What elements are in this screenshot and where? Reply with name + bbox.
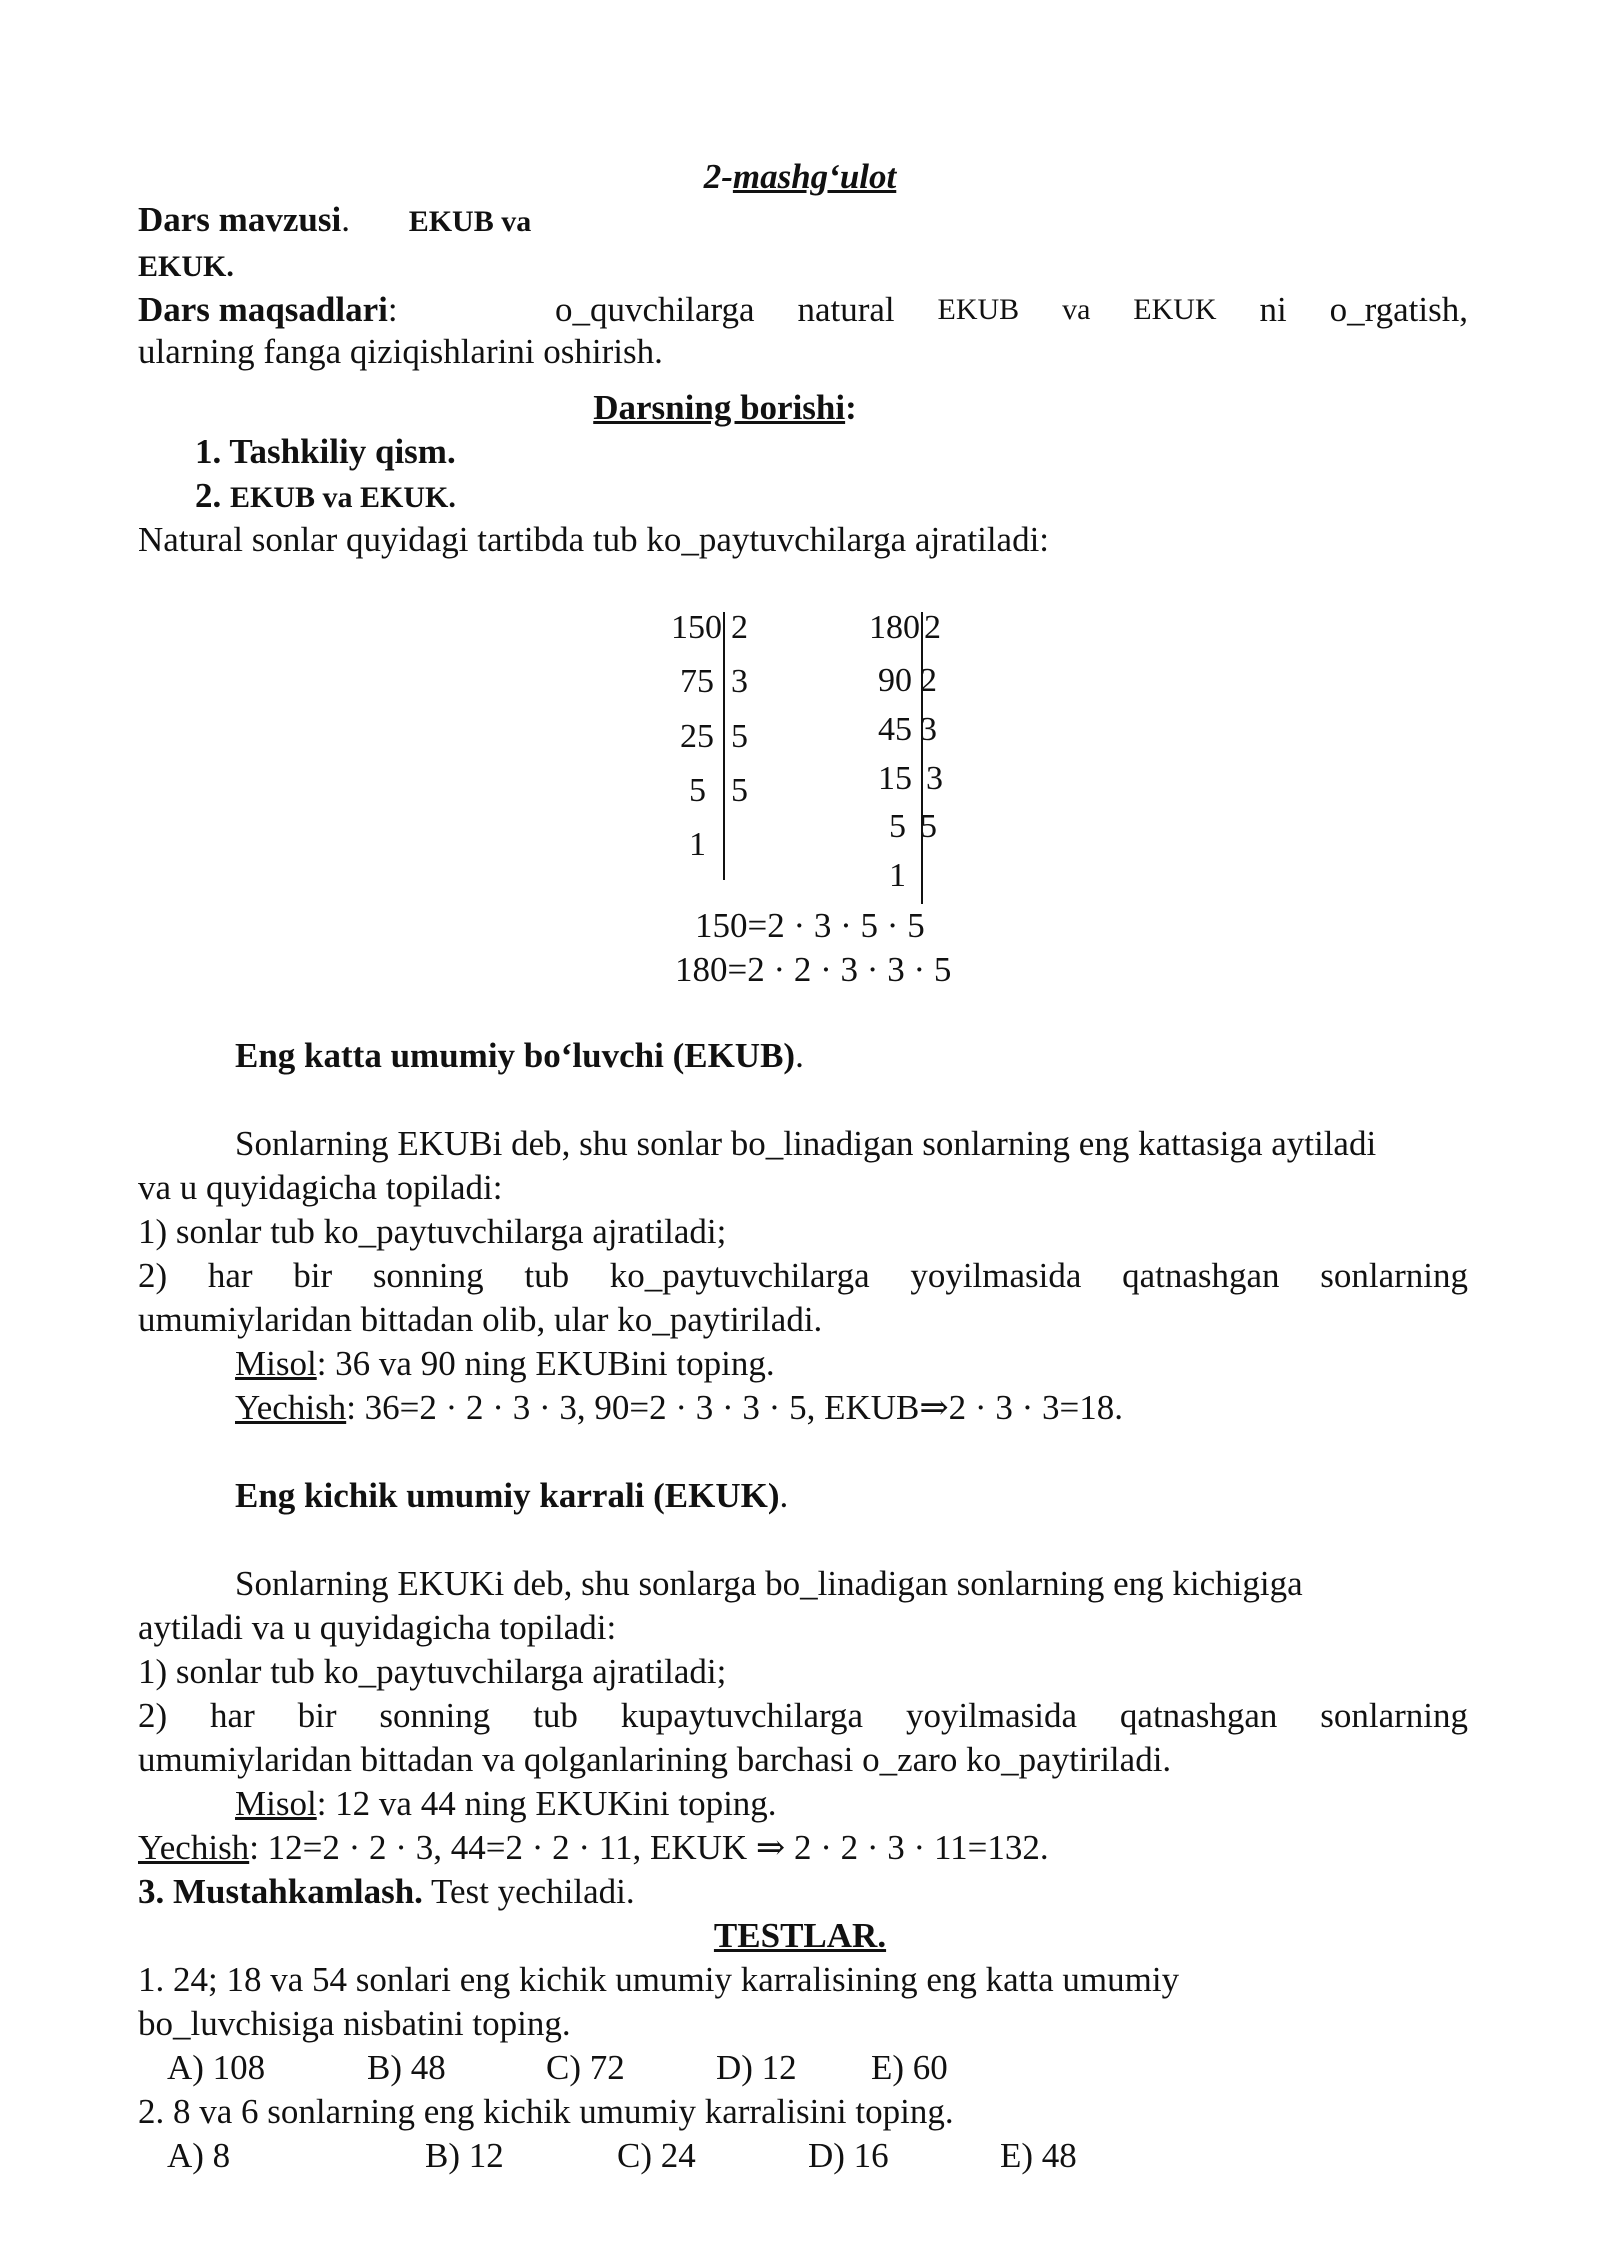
answer-option[interactable]: B) 12 (425, 2136, 504, 2175)
answer-option[interactable]: D) 12 (716, 2048, 797, 2087)
factor-number: 5 (889, 808, 906, 845)
answer-option[interactable]: C) 72 (546, 2048, 625, 2087)
goals-word: va (1062, 293, 1091, 326)
factor-divisor: 5 (731, 718, 748, 755)
factor-number: 5 (689, 772, 706, 809)
answer-option[interactable]: A) 8 (167, 2136, 231, 2175)
ekuk-example-label: Misol (235, 1784, 317, 1823)
factor-result-180: 180=2 · 2 · 3 · 3 · 5 (675, 950, 952, 989)
reinforcement-label: 3. Mustahkamlash. (138, 1872, 423, 1911)
ekub-step-2-word: ko_paytuvchilarga (609, 1256, 870, 1295)
factor-divisor: 2 (731, 609, 748, 646)
progress-heading-text: Darsning borishi (593, 388, 846, 427)
ekuk-step-2-word: bir (297, 1696, 337, 1735)
factor-number: 25 (680, 718, 714, 755)
title-prefix: 2- (703, 157, 733, 196)
ekub-solution-label: Yechish (235, 1388, 347, 1427)
ekub-heading-dot: . (795, 1036, 804, 1075)
ekuk-definition-1: Sonlarning EKUKi deb, shu sonlarga bo_linadigan sonlarning eng kichigiga (235, 1564, 1303, 1603)
tests-heading (0, 1914, 1600, 1958)
ekuk-step-2-word: sonlarning (1320, 1696, 1468, 1735)
test-question-1-line-2: bo_luvchisiga nisbatini toping. (138, 2004, 571, 2043)
progress-heading (0, 386, 1450, 430)
ekub-heading (235, 1034, 804, 1078)
ekuk-solution-text: : 12=2 · 2 · 3, 44=2 · 2 · 11, EKUK ⇒ 2 · 2 · 3 · 11=132. (249, 1828, 1049, 1867)
progress-item-2-num: 2. (195, 476, 222, 515)
answer-option[interactable]: C) 24 (617, 2136, 696, 2175)
ekuk-step-2-word: yoyilmasida (905, 1696, 1078, 1735)
progress-item-2-text: EKUB va EKUK. (230, 481, 456, 514)
factor-divider-line (723, 612, 725, 880)
goals-label: Dars maqsadlari (138, 290, 388, 329)
factor-divisor: 2 (924, 609, 941, 646)
ekuk-solution-label: Yechish (138, 1828, 250, 1867)
page-title (0, 155, 1600, 199)
progress-item-1: 1. Tashkiliy qism. (195, 432, 456, 471)
factor-result-150: 150=2 · 3 · 5 · 5 (695, 906, 925, 945)
topic-value-1: EKUB va (408, 205, 532, 238)
factorization-intro: Natural sonlar quyidagi tartibda tub ko_paytuvchilarga ajratiladi: (138, 520, 1050, 559)
ekub-solution (235, 1386, 1123, 1430)
answer-option[interactable]: E) 60 (871, 2048, 948, 2087)
goals-text-1 (555, 288, 1468, 332)
ekuk-solution (138, 1826, 1049, 1870)
ekub-step-2-word: sonlarning (1320, 1256, 1468, 1295)
answer-option[interactable]: A) 108 (167, 2048, 266, 2087)
ekuk-step-2-word: 2) (138, 1696, 168, 1735)
factor-number: 45 (878, 711, 912, 748)
factor-number: 90 (878, 662, 912, 699)
progress-heading-colon: : (845, 388, 857, 427)
ekuk-step-2-line-2: umumiylaridan bittadan va qolganlarining barchasi o_zaro ko_paytiriladi. (138, 1740, 1172, 1779)
ekub-step-2-line-2: umumiylaridan bittadan olib, ular ko_paytiriladi. (138, 1300, 823, 1339)
ekub-step-2-word: tub (524, 1256, 570, 1295)
ekuk-heading-dot: . (779, 1476, 789, 1515)
factor-divider-line (921, 612, 923, 904)
goals-word: o_quvchilarga (555, 290, 755, 329)
ekub-step-2-word: har (207, 1256, 253, 1295)
ekuk-step-2-word: sonning (379, 1696, 491, 1735)
reinforcement-line (138, 1870, 635, 1914)
factor-number: 1 (689, 826, 706, 863)
progress-item-2 (195, 474, 456, 520)
title-main: mashg‘ulot (732, 157, 897, 196)
ekub-example-text: : 36 va 90 ning EKUBini toping. (316, 1344, 775, 1383)
factor-number: 180 (869, 609, 920, 646)
factor-number: 15 (878, 760, 912, 797)
ekub-definition-1: Sonlarning EKUBi deb, shu sonlar bo_linadigan sonlarning eng kattasiga aytiladi (235, 1124, 1377, 1163)
goals-word: ni (1259, 290, 1287, 329)
ekub-step-2-word: sonning (372, 1256, 484, 1295)
topic-value-2: EKUK. (138, 250, 234, 283)
ekuk-step-1: 1) sonlar tub ko_paytuvchilarga ajratiladi; (138, 1652, 727, 1691)
ekub-step-2 (138, 1254, 1468, 1298)
factor-number: 75 (680, 663, 714, 700)
ekuk-heading-text: Eng kichik umumiy karrali (EKUK) (235, 1476, 780, 1515)
goals-word: EKUB (937, 293, 1020, 326)
topic-line (138, 198, 531, 244)
factor-divisor: 3 (731, 663, 748, 700)
answer-option[interactable]: E) 48 (1000, 2136, 1077, 2175)
goals-word: o_rgatish, (1329, 290, 1468, 329)
ekub-step-2-word: yoyilmasida (910, 1256, 1082, 1295)
answer-option[interactable]: B) 48 (367, 2048, 446, 2087)
ekuk-step-2 (138, 1694, 1468, 1738)
ekub-heading-text: Eng katta umumiy bo‘luvchi (EKUB) (235, 1036, 796, 1075)
topic-label: Dars mavzusi (138, 200, 342, 239)
test-question-1: 1. 24; 18 va 54 sonlari eng kichik umumiy karralisining eng katta umumiy (138, 1960, 1180, 1999)
factor-divisor: 5 (920, 808, 937, 845)
factor-number: 150 (671, 609, 722, 646)
ekub-example-label: Misol (235, 1344, 317, 1383)
goals-word: EKUK (1133, 293, 1217, 326)
ekub-step-2-word: qatnashgan (1122, 1256, 1280, 1295)
answer-option[interactable]: D) 16 (808, 2136, 889, 2175)
reinforcement-text: Test yechiladi. (422, 1872, 635, 1911)
factor-divisor: 3 (920, 711, 937, 748)
ekuk-step-2-word: qatnashgan (1119, 1696, 1278, 1735)
factor-divisor: 2 (920, 662, 937, 699)
factor-divisor: 3 (926, 760, 943, 797)
ekub-step-2-word: bir (293, 1256, 333, 1295)
factor-number: 1 (889, 857, 906, 894)
ekuk-example (235, 1782, 777, 1826)
ekub-solution-text: : 36=2 · 2 · 3 · 3, 90=2 · 3 · 3 · 5, EKUB⇒2 · 3 · 3=18. (346, 1388, 1123, 1427)
test-question-2: 2. 8 va 6 sonlarning eng kichik umumiy karralisini toping. (138, 2092, 954, 2131)
factor-divisor: 5 (731, 772, 748, 809)
ekuk-example-text: : 12 va 44 ning EKUKini toping. (316, 1784, 777, 1823)
tests-heading-text: TESTLAR. (713, 1916, 887, 1955)
goals-colon: : (387, 290, 398, 329)
topic-dot: . (341, 200, 350, 239)
goals-word: natural (797, 290, 895, 329)
ekub-example (235, 1342, 775, 1386)
ekub-step-2-word: 2) (138, 1256, 168, 1295)
ekuk-step-2-word: har (210, 1696, 255, 1735)
ekuk-step-2-word: kupaytuvchilarga (620, 1696, 864, 1735)
ekuk-definition-2: aytiladi va u quyidagicha topiladi: (138, 1608, 617, 1647)
ekub-definition-2: va u quyidagicha topiladi: (138, 1168, 503, 1207)
ekuk-step-2-word: tub (533, 1696, 578, 1735)
ekuk-heading (235, 1474, 788, 1518)
goals-text-2: ularning fanga qiziqishlarini oshirish. (138, 332, 663, 371)
ekub-step-1: 1) sonlar tub ko_paytuvchilarga ajratiladi; (138, 1212, 727, 1251)
